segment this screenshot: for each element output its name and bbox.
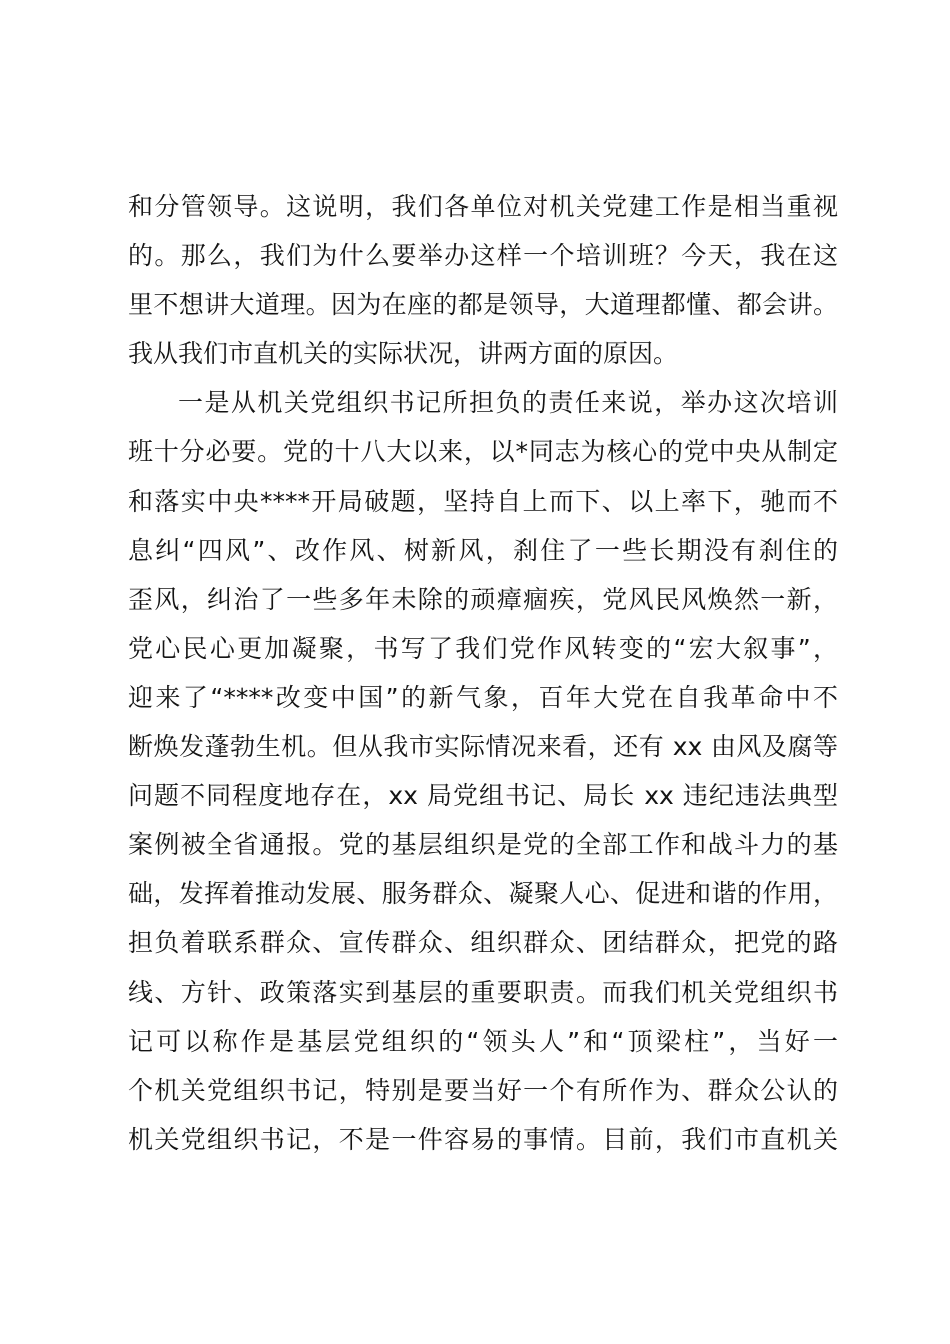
text-line: 案例被全省通报。党的基层组织是党的全部工作和战斗力的基 <box>128 830 838 860</box>
text-line: 班十分必要。党的十八大以来，以*同志为核心的党中央从制定 <box>128 437 838 467</box>
text-line: 我从我们市直机关的实际状况，讲两方面的原因。 <box>128 339 679 369</box>
text-line: 问题不同程度地存在，xx 局党组书记、局长 xx 违纪违法典型 <box>128 781 838 811</box>
body-text <box>128 182 838 1164</box>
text-line: 息纠“四风”、改作风、树新风，刹住了一些长期没有刹住的 <box>128 535 838 565</box>
text-line: 一是从机关党组织书记所担负的责任来说，举办这次培训 <box>178 388 838 418</box>
text-line: 断焕发蓬勃生机。但从我市实际情况来看，还有 xx 由风及腐等 <box>128 732 838 762</box>
text-line: 础，发挥着推动发展、服务群众、凝聚人心、促进和谐的作用， <box>128 879 838 909</box>
text-line: 线、方针、政策落实到基层的重要职责。而我们机关党组织书 <box>128 977 838 1007</box>
text-line: 和落实中央****开局破题，坚持自上而下、以上率下，驰而不 <box>128 486 838 516</box>
text-line: 党心民心更加凝聚，书写了我们党作风转变的“宏大叙事”， <box>128 633 838 663</box>
text-line: 个机关党组织书记，特别是要当好一个有所作为、群众公认的 <box>128 1075 838 1105</box>
text-line: 歪风，纠治了一些多年未除的顽瘴痼疾，党风民风焕然一新， <box>128 584 838 614</box>
text-line: 担负着联系群众、宣传群众、组织群众、团结群众，把党的路 <box>128 928 838 958</box>
text-line: 的。那么，我们为什么要举办这样一个培训班？今天，我在这 <box>128 241 838 271</box>
text-line: 机关党组织书记，不是一件容易的事情。目前，我们市直机关 <box>128 1124 838 1154</box>
text-line: 迎来了“****改变中国”的新气象，百年大党在自我革命中不 <box>128 682 838 712</box>
text-line: 和分管领导。这说明，我们各单位对机关党建工作是相当重视 <box>128 192 838 221</box>
text-line: 记可以称作是基层党组织的“领头人”和“顶梁柱”，当好一 <box>128 1026 838 1056</box>
text-line: 里不想讲大道理。因为在座的都是领导，大道理都懂、都会讲。 <box>128 290 838 320</box>
